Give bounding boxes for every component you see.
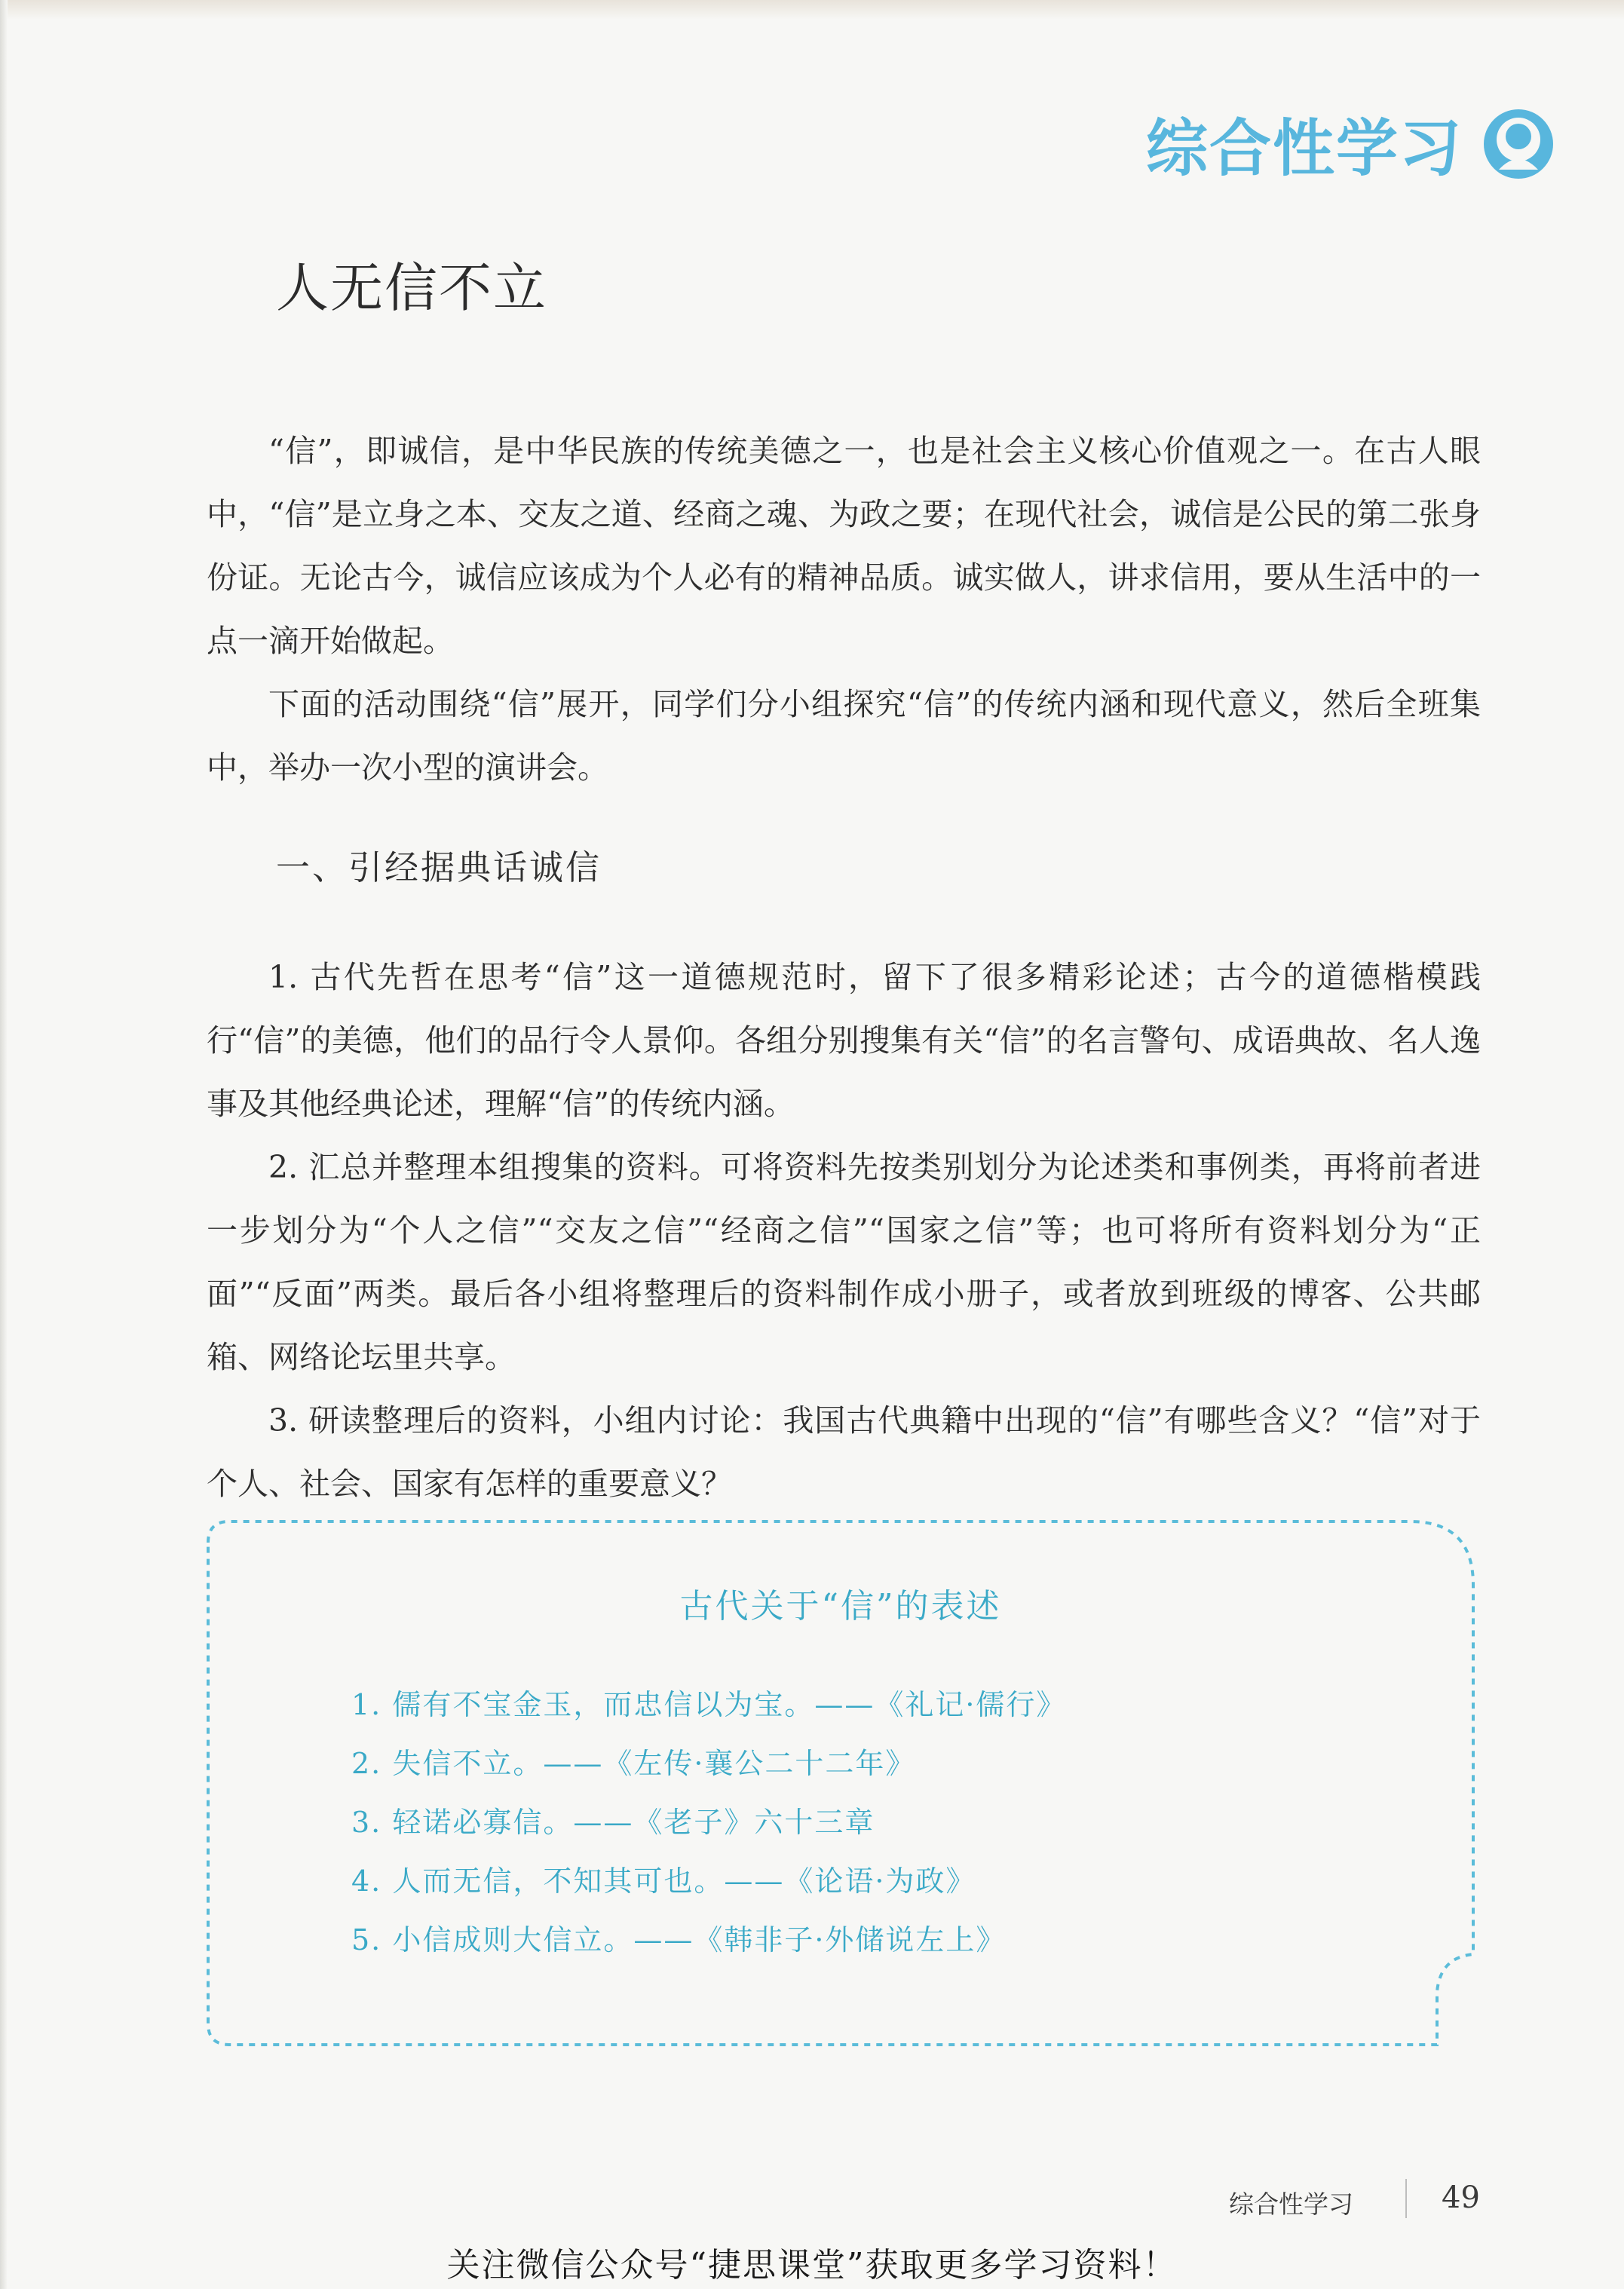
person-icon bbox=[1482, 108, 1555, 180]
section-one-heading: 一、引经据典话诚信 bbox=[276, 847, 602, 887]
section-header-label: 综合性学习 bbox=[1145, 113, 1463, 185]
intro-paragraph: “信”，即诚信，是中华民族的传统美德之一，也是社会主义核心价值观之一。在古人眼中，“信”是立身之本、交友之道、经商之魂、为政之要；在现代社会，诚信是公民的第二张身份证。无论古今，诚信应该成为个人必有的精神品质。诚实做人，讲求信用，要从生活中的一点一滴开始做起。 bbox=[207, 433, 1481, 659]
activity-step: 3. 研读整理后的资料，小组内讨论：我国古代典籍中出现的“信”有哪些含义？“信”对于个人、社会、国家有怎样的重要意义？ bbox=[207, 1402, 1481, 1502]
activity-steps bbox=[207, 945, 1481, 1515]
page-binding-shadow bbox=[0, 0, 8, 2289]
quotes-list bbox=[351, 1675, 1066, 1969]
lesson-title: 人无信不立 bbox=[276, 257, 547, 319]
quote-item: 5. 小信成则大信立。——《韩非子·外储说左上》 bbox=[351, 1923, 1007, 1957]
quote-item: 4. 人而无信，不知其可也。——《论语·为政》 bbox=[351, 1865, 976, 1898]
quote-item: 1. 儒有不宝金玉，而忠信以为宝。——《礼记·儒行》 bbox=[351, 1688, 1067, 1721]
activity-step: 2. 汇总并整理本组搜集的资料。可将资料先按类别划分为论述类和事例类，再将前者进一步划分为“个人之信”“交友之信”“经商之信”“国家之信”等；也可将所有资料划分为“正面”“反面”两类。最后各小组将整理后的资料制作成小册子，或者放到班级的博客、公共邮箱、网络论坛里共享。 bbox=[207, 1149, 1481, 1375]
intro-paragraph: 下面的活动围绕“信”展开，同学们分小组探究“信”的传统内涵和现代意义，然后全班集中，举办一次小型的演讲会。 bbox=[207, 686, 1481, 786]
activity-step: 1. 古代先哲在思考“信”这一道德规范时，留下了很多精彩论述；古今的道德楷模践行“信”的美德，他们的品行令人景仰。各组分别搜集有关“信”的名言警句、成语典故、名人逸事及其他经典论述，理解“信”的传统内涵。 bbox=[207, 959, 1481, 1122]
footer-divider bbox=[1405, 2179, 1407, 2218]
page-number: 49 bbox=[1442, 2180, 1480, 2215]
page-top-edge bbox=[0, 0, 1624, 20]
quotes-box bbox=[204, 1517, 1478, 2049]
intro-text bbox=[207, 419, 1481, 799]
watermark-text: 关注微信公众号“捷思课堂”获取更多学习资料！ bbox=[446, 2246, 1178, 2284]
quote-item: 2. 失信不立。——《左传·襄公二十二年》 bbox=[351, 1747, 916, 1780]
section-header bbox=[1146, 100, 1555, 188]
quotes-box-title: 古代关于“信”的表述 bbox=[679, 1587, 1002, 1626]
quote-item: 3. 轻诺必寡信。——《老子》六十三章 bbox=[351, 1806, 875, 1839]
footer-section-label: 综合性学习 bbox=[1229, 2189, 1353, 2219]
